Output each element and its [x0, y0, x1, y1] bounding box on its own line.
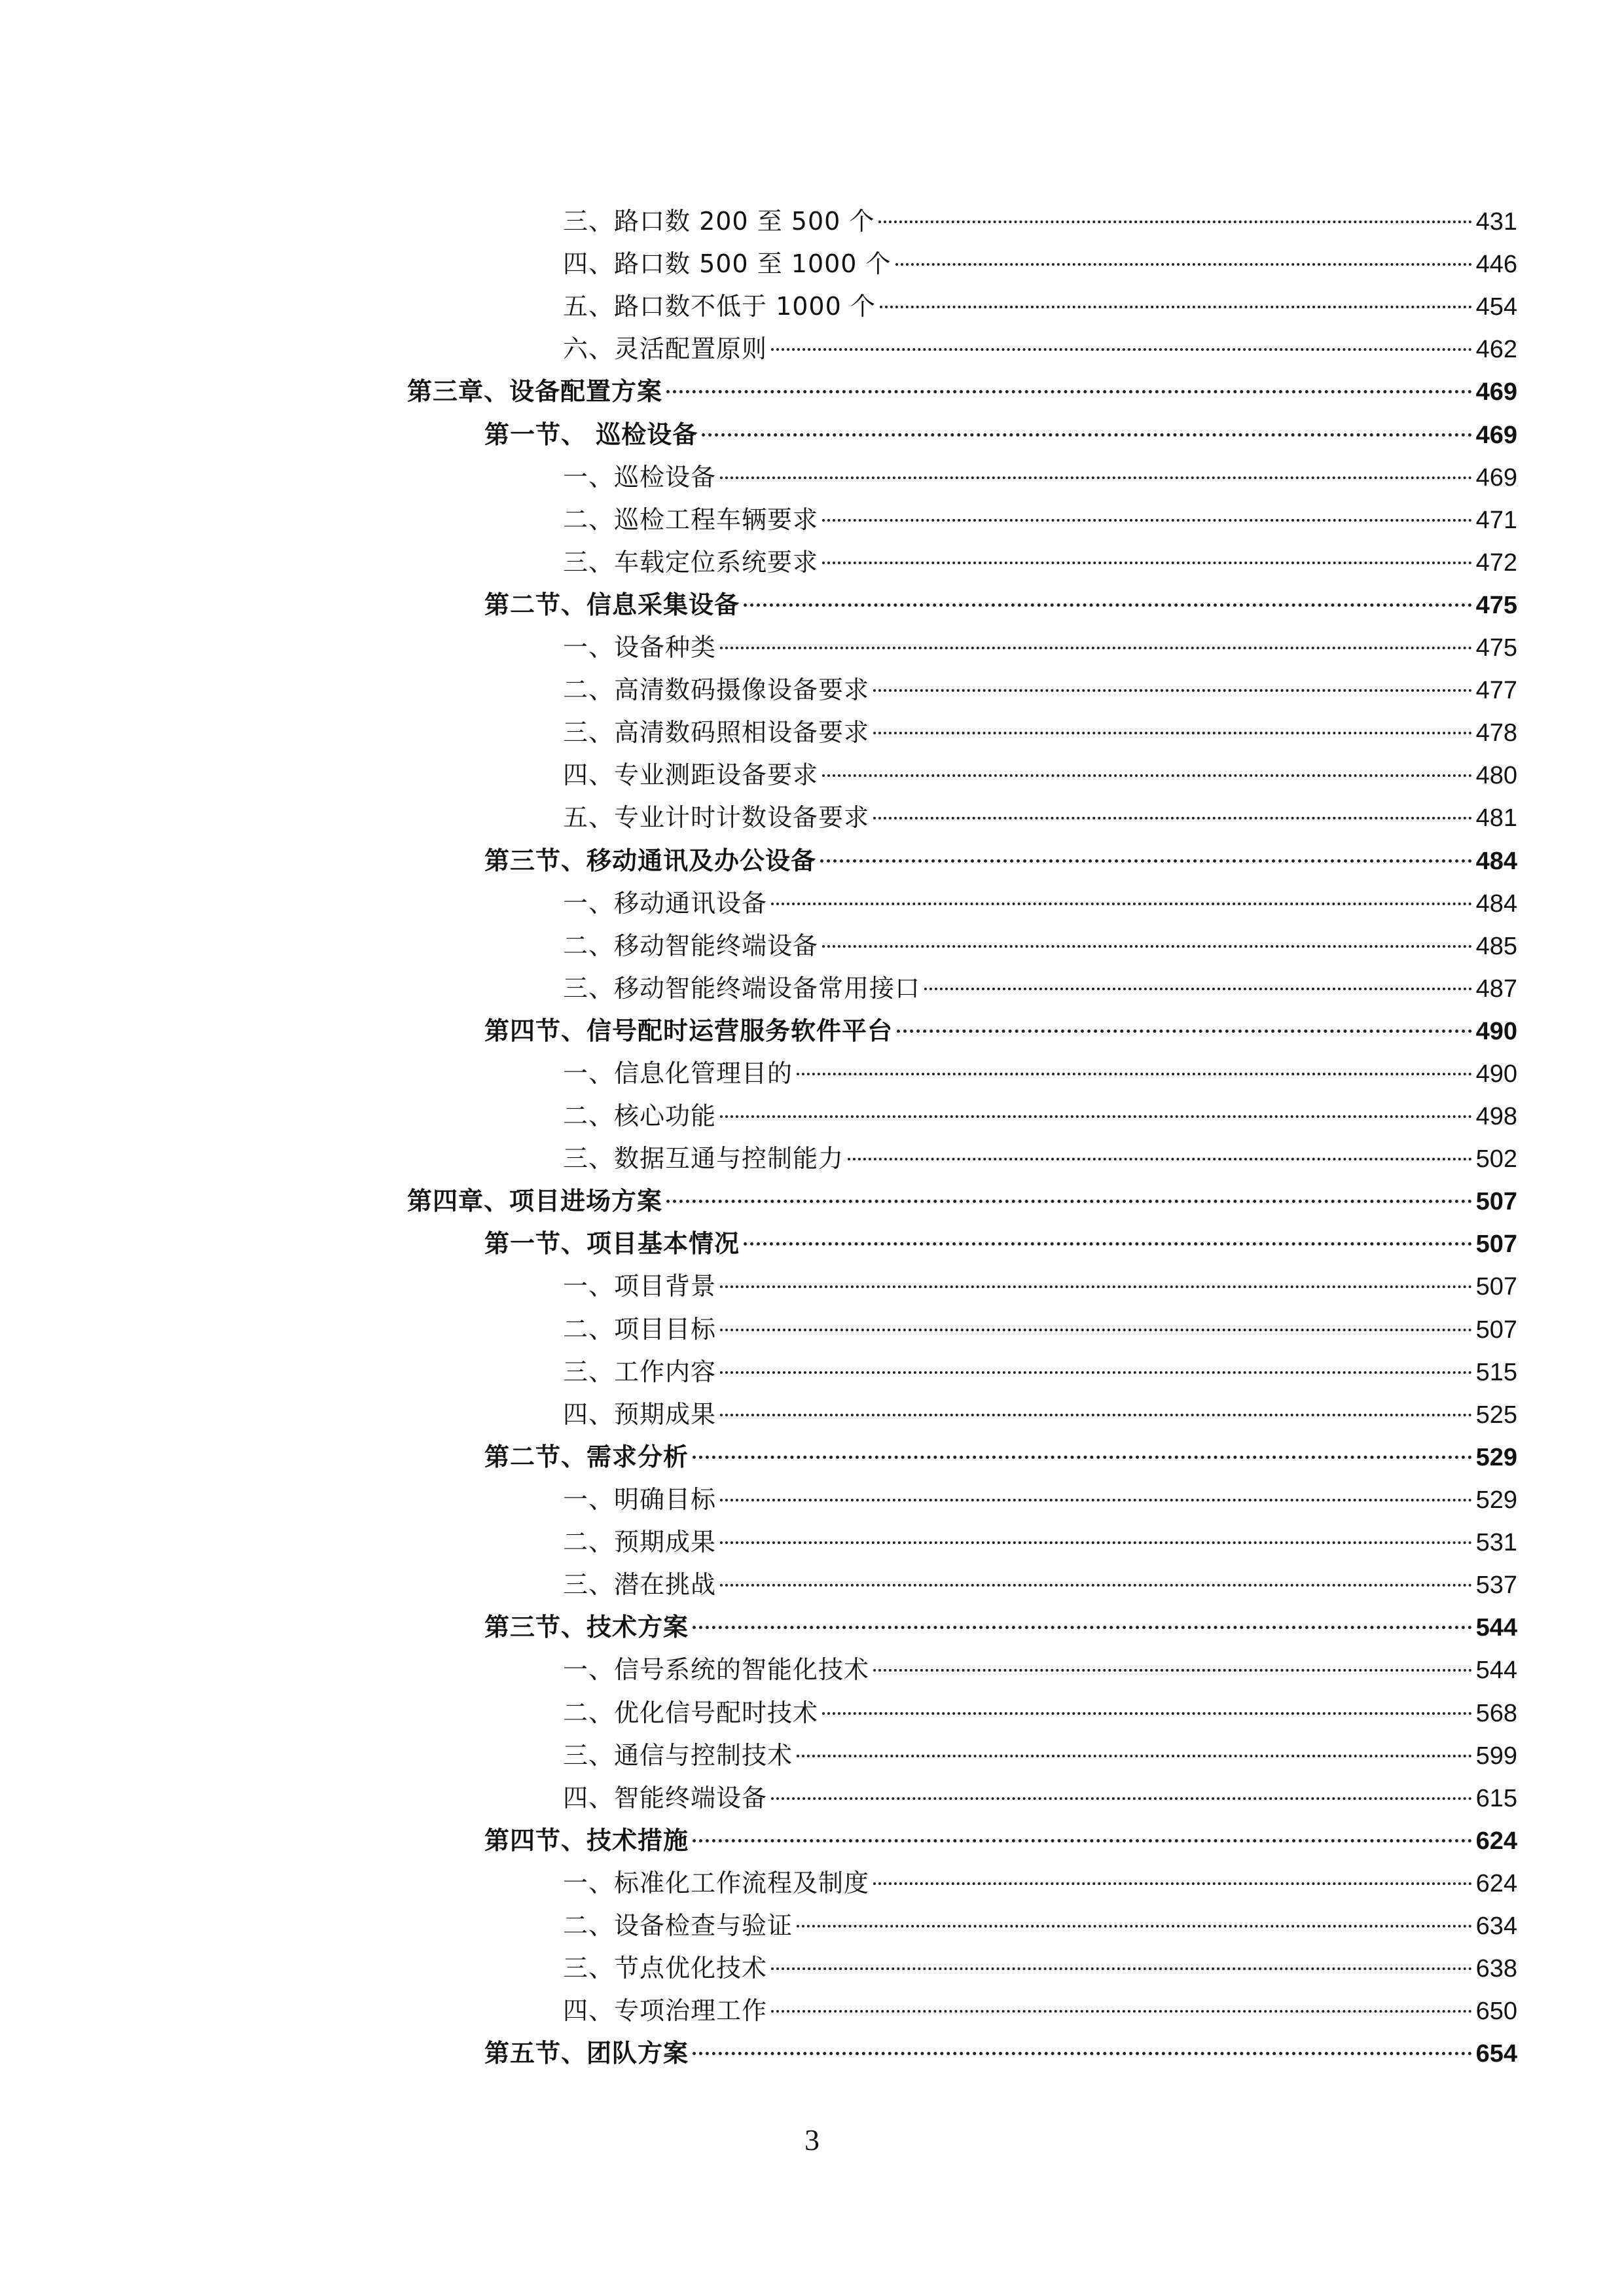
- toc-entry-page: 478: [1475, 719, 1517, 747]
- toc-subsection[interactable]: [563, 457, 1517, 497]
- toc-subsection[interactable]: [563, 244, 1517, 283]
- toc-entry-page: 475: [1475, 592, 1517, 619]
- toc-subsection[interactable]: [563, 1395, 1517, 1434]
- toc-entry-page: 624: [1475, 1870, 1517, 1897]
- toc-entry-title: 二、项目目标: [563, 1315, 717, 1344]
- toc-subsection[interactable]: [563, 1522, 1517, 1562]
- toc-subsection[interactable]: [563, 202, 1517, 241]
- toc-dot-leader: [880, 306, 1472, 308]
- toc-dot-leader: [720, 1541, 1472, 1544]
- toc-dot-leader: [771, 2010, 1472, 2013]
- toc-entry-title: 五、路口数不低于 1000 个: [563, 292, 876, 321]
- toc-entry-page: 529: [1475, 1444, 1517, 1471]
- toc-dot-leader: [702, 433, 1471, 437]
- toc-entry-page: 454: [1475, 293, 1517, 321]
- toc-section[interactable]: [484, 1607, 1517, 1647]
- toc-entry-page: 480: [1475, 762, 1517, 789]
- toc-subsection[interactable]: [563, 1948, 1517, 1988]
- toc-entry-title: 一、巡检设备: [563, 463, 717, 492]
- toc-entry-page: 544: [1475, 1614, 1517, 1641]
- toc-entry-page: 624: [1475, 1827, 1517, 1855]
- toc-subsection[interactable]: [563, 713, 1517, 752]
- toc-subsection[interactable]: [563, 628, 1517, 667]
- toc-section[interactable]: [484, 415, 1517, 454]
- toc-dot-leader: [822, 1712, 1472, 1715]
- toc-subsection[interactable]: [563, 1480, 1517, 1519]
- toc-dot-leader: [822, 562, 1472, 564]
- toc-entry-title: 四、路口数 500 至 1000 个: [563, 249, 892, 278]
- toc-dot-leader: [720, 1285, 1472, 1288]
- toc-dot-leader: [666, 1200, 1472, 1203]
- toc-entry-title: 第二节、需求分析: [484, 1443, 689, 1471]
- toc-dot-leader: [820, 859, 1472, 863]
- toc-section[interactable]: [484, 1821, 1517, 1860]
- page-number: 3: [804, 2123, 820, 2157]
- toc-dot-leader: [693, 1456, 1472, 1459]
- toc-entry-title: 第四节、技术措施: [484, 1826, 689, 1855]
- toc-entry-page: 507: [1475, 1230, 1517, 1258]
- toc-entry-title: 四、预期成果: [563, 1400, 717, 1429]
- toc-subsection[interactable]: [563, 1991, 1517, 2030]
- toc-entry-page: 484: [1475, 890, 1517, 918]
- toc-subsection[interactable]: [563, 1096, 1517, 1136]
- toc-entry-page: 531: [1475, 1529, 1517, 1556]
- toc-section[interactable]: [484, 2034, 1517, 2073]
- toc-entry-title: 二、巡检工程车辆要求: [563, 505, 819, 534]
- toc-subsection[interactable]: [563, 755, 1517, 795]
- toc-dot-leader: [848, 1158, 1472, 1160]
- toc-subsection[interactable]: [563, 1266, 1517, 1306]
- toc-entry-title: 二、预期成果: [563, 1528, 717, 1556]
- toc-entry-title: 第五节、团队方案: [484, 2039, 689, 2068]
- toc-subsection[interactable]: [563, 1310, 1517, 1349]
- toc-entry-title: 一、明确目标: [563, 1485, 717, 1514]
- toc-entry-title: 一、设备种类: [563, 633, 717, 662]
- toc-dot-leader: [744, 603, 1472, 607]
- toc-entry-title: 二、高清数码摄像设备要求: [563, 675, 870, 704]
- toc-dot-leader: [822, 519, 1472, 522]
- toc-entry-page: 615: [1475, 1785, 1517, 1812]
- toc-entry-title: 一、项目背景: [563, 1272, 717, 1300]
- toc-entry-page: 469: [1475, 464, 1517, 492]
- toc-entry-title: 三、车载定位系统要求: [563, 548, 819, 577]
- toc-entry-page: 490: [1475, 1018, 1517, 1045]
- toc-subsection[interactable]: [563, 1650, 1517, 1689]
- toc-entry-page: 481: [1475, 804, 1517, 832]
- toc-entry-title: 第三节、移动通讯及办公设备: [484, 846, 817, 875]
- toc-subsection[interactable]: [563, 1139, 1517, 1178]
- toc-entry-title: 三、数据互通与控制能力: [563, 1144, 844, 1173]
- toc-subsection[interactable]: [563, 1565, 1517, 1604]
- toc-entry-page: 469: [1475, 378, 1517, 406]
- toc-subsection[interactable]: [563, 329, 1517, 368]
- toc-subsection[interactable]: [563, 1778, 1517, 1818]
- toc-subsection[interactable]: [563, 287, 1517, 326]
- toc-entry-page: 469: [1475, 422, 1517, 449]
- toc-section[interactable]: [484, 1011, 1517, 1050]
- toc-subsection[interactable]: [563, 1352, 1517, 1391]
- toc-subsection[interactable]: [563, 1054, 1517, 1093]
- toc-entry-page: 471: [1475, 507, 1517, 534]
- toc-entry-page: 431: [1475, 208, 1517, 236]
- toc-entry-page: 498: [1475, 1103, 1517, 1130]
- toc-entry-page: 477: [1475, 677, 1517, 704]
- toc-dot-leader: [873, 817, 1472, 819]
- toc-dot-leader: [720, 647, 1472, 649]
- toc-entry-title: 六、灵活配置原则: [563, 334, 768, 363]
- toc-entry-title: 第三章、设备配置方案: [407, 377, 663, 406]
- toc-dot-leader: [873, 689, 1472, 692]
- toc-entry-title: 三、移动智能终端设备常用接口: [563, 974, 921, 1003]
- toc-entry-title: 一、信号系统的智能化技术: [563, 1655, 870, 1684]
- toc-chapter[interactable]: [407, 372, 1517, 411]
- toc-dot-leader: [693, 2052, 1472, 2055]
- toc-entry-page: 634: [1475, 1912, 1517, 1940]
- toc-entry-page: 507: [1475, 1188, 1517, 1215]
- toc-dot-leader: [873, 1882, 1472, 1885]
- toc-subsection[interactable]: [563, 798, 1517, 837]
- toc-entry-page: 507: [1475, 1273, 1517, 1300]
- toc-entry-page: 490: [1475, 1060, 1517, 1088]
- toc-dot-leader: [720, 476, 1472, 479]
- toc-entry-title: 五、专业计时计数设备要求: [563, 803, 870, 832]
- toc-entry-page: 462: [1475, 336, 1517, 363]
- toc-entry-title: 三、潜在挑战: [563, 1570, 717, 1599]
- toc-dot-leader: [666, 390, 1472, 393]
- toc-entry-page: 544: [1475, 1657, 1517, 1684]
- toc-subsection[interactable]: [563, 670, 1517, 709]
- toc-dot-leader: [797, 1925, 1472, 1928]
- toc-entry-title: 四、专业测距设备要求: [563, 761, 819, 789]
- toc-entry-page: 568: [1475, 1700, 1517, 1727]
- toc-entry-page: 485: [1475, 933, 1517, 960]
- toc-subsection[interactable]: [563, 1693, 1517, 1732]
- toc-entry-page: 537: [1475, 1571, 1517, 1599]
- toc-entry-page: 515: [1475, 1359, 1517, 1386]
- toc-entry-title: 第三节、技术方案: [484, 1613, 689, 1641]
- toc-dot-leader: [822, 945, 1472, 948]
- toc-chapter[interactable]: [407, 1181, 1517, 1221]
- toc-dot-leader: [897, 1030, 1472, 1033]
- toc-subsection[interactable]: [563, 884, 1517, 923]
- toc-entry-title: 三、工作内容: [563, 1357, 717, 1386]
- toc-dot-leader: [744, 1242, 1472, 1246]
- toc-entry-title: 第一节、 巡检设备: [484, 420, 698, 449]
- toc-subsection[interactable]: [563, 926, 1517, 965]
- toc-entry-page: 487: [1475, 975, 1517, 1003]
- toc-dot-leader: [720, 1329, 1472, 1331]
- toc-dot-leader: [693, 1626, 1472, 1629]
- toc-subsection[interactable]: [563, 969, 1517, 1008]
- toc-entry-title: 一、标准化工作流程及制度: [563, 1869, 870, 1897]
- toc-entry-title: 第四章、项目进场方案: [407, 1187, 663, 1215]
- toc-entry-title: 四、智能终端设备: [563, 1784, 768, 1812]
- toc-dot-leader: [720, 1499, 1472, 1501]
- toc-dot-leader: [924, 988, 1472, 990]
- toc-section[interactable]: [484, 585, 1517, 624]
- toc-dot-leader: [873, 1669, 1472, 1672]
- toc-entry-page: 484: [1475, 848, 1517, 875]
- toc-entry-title: 第二节、信息采集设备: [484, 590, 740, 619]
- toc-dot-leader: [878, 221, 1471, 223]
- toc-entry-title: 一、信息化管理目的: [563, 1059, 793, 1088]
- toc-entry-page: 472: [1475, 549, 1517, 577]
- toc-dot-leader: [771, 348, 1472, 351]
- toc-entry-title: 三、路口数 200 至 500 个: [563, 207, 875, 236]
- toc-dot-leader: [720, 1371, 1472, 1374]
- toc-entry-page: 654: [1475, 2040, 1517, 2068]
- toc-entry-page: 638: [1475, 1955, 1517, 1982]
- toc-entry-title: 二、设备检查与验证: [563, 1911, 793, 1940]
- toc-dot-leader: [720, 1414, 1472, 1416]
- toc-entry-title: 二、核心功能: [563, 1102, 717, 1130]
- toc-entry-title: 第四节、信号配时运营服务软件平台: [484, 1016, 893, 1045]
- toc-dot-leader: [771, 1797, 1472, 1800]
- toc-subsection[interactable]: [563, 1906, 1517, 1945]
- toc-entry-title: 三、高清数码照相设备要求: [563, 718, 870, 747]
- toc-dot-leader: [693, 1839, 1472, 1842]
- toc-entry-page: 507: [1475, 1316, 1517, 1344]
- toc-entry-page: 525: [1475, 1401, 1517, 1429]
- toc-entry-title: 一、移动通讯设备: [563, 889, 768, 918]
- toc-dot-leader: [822, 774, 1472, 777]
- toc-dot-leader: [797, 1755, 1472, 1757]
- toc-dot-leader: [720, 1584, 1472, 1587]
- toc-entry-title: 三、通信与控制技术: [563, 1741, 793, 1770]
- toc-entry-page: 475: [1475, 634, 1517, 662]
- toc-dot-leader: [720, 1115, 1472, 1118]
- toc-entry-page: 446: [1475, 251, 1517, 278]
- toc-section[interactable]: [484, 841, 1517, 880]
- toc-section[interactable]: [484, 1437, 1517, 1477]
- toc-entry-page: 502: [1475, 1145, 1517, 1173]
- toc-entry-title: 二、移动智能终端设备: [563, 931, 819, 960]
- toc-entry-page: 650: [1475, 1998, 1517, 2025]
- toc-subsection[interactable]: [563, 500, 1517, 539]
- toc-subsection[interactable]: [563, 543, 1517, 582]
- toc-dot-leader: [873, 732, 1472, 734]
- toc-dot-leader: [771, 1967, 1472, 1970]
- toc-subsection[interactable]: [563, 1863, 1517, 1903]
- toc-subsection[interactable]: [563, 1736, 1517, 1775]
- toc-entry-page: 599: [1475, 1742, 1517, 1770]
- toc-entry-title: 第一节、项目基本情况: [484, 1229, 740, 1258]
- toc-dot-leader: [895, 263, 1472, 266]
- toc-dot-leader: [797, 1073, 1472, 1075]
- toc-entry-title: 二、优化信号配时技术: [563, 1698, 819, 1727]
- toc-section[interactable]: [484, 1224, 1517, 1263]
- toc-dot-leader: [771, 903, 1472, 905]
- toc-entry-title: 三、节点优化技术: [563, 1954, 768, 1982]
- toc-entry-page: 529: [1475, 1486, 1517, 1514]
- toc-entry-title: 四、专项治理工作: [563, 1996, 768, 2025]
